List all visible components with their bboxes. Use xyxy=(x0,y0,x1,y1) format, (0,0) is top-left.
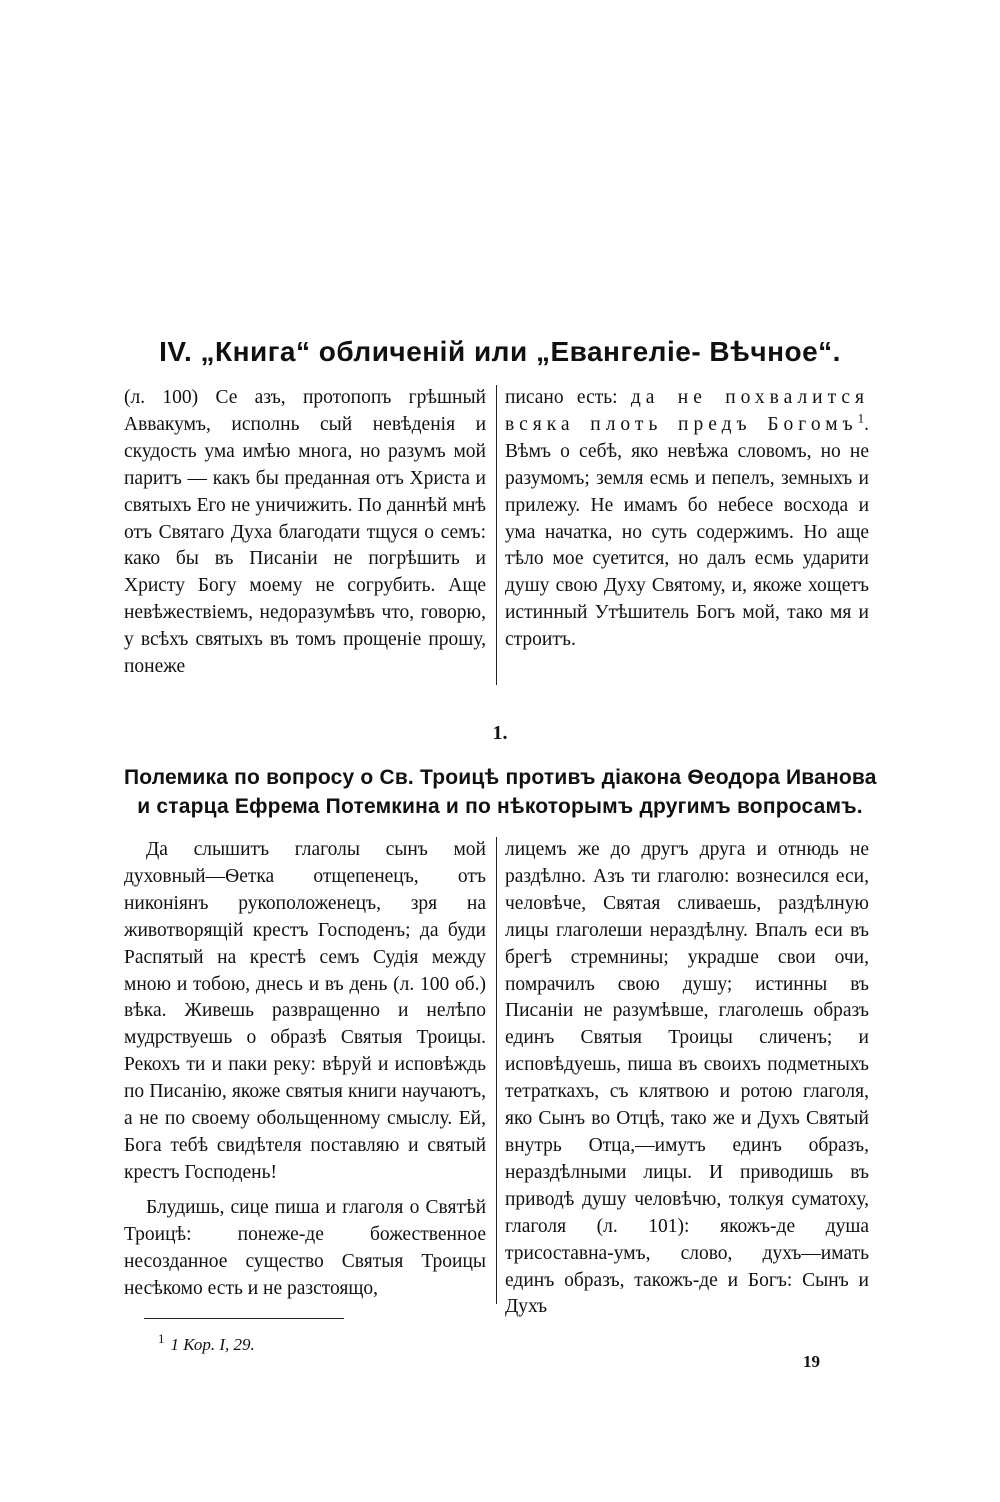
subsection-number: 1. xyxy=(492,722,508,744)
page xyxy=(124,0,876,1502)
section-title: IV. „Книга“ обличеній или „Евангеліе- Вѣчное“. xyxy=(159,336,841,367)
intro-right-rest: . Вѣмъ о себѣ, яко невѣжа словомъ, но не разумомъ; земля есмь и пепелъ, земныхъ и прилежу. Не имамъ бо небесе восхода и ума начатка, но суть содержимъ. Но аще тѣло мое суетится, но далъ есмь ударити душу свою Духу Святому, и, якоже хощетъ истинный Утѣшитель Богъ мой, тако мя и строитъ. xyxy=(505,413,869,651)
body-right-paragraph: лицемъ же до другъ друга и отнюдь не раздѣлно. Азъ ти глаголю: вознесился еси, человѣче, Святая сливаешь, раздѣлную лицы глаголеши нераздѣлну. Впалъ еси въ брегѣ стремнины; украдше свои очи, помрачилъ свою душу; истинны въ Писаніи не разумѣвше, глаголешь образъ единъ Святыя Троицы сличенъ; и исповѣдуешь, пиша въ своихъ подметныхъ тетраткахъ, съ клятвою и ротою глаголя, яко Сынъ во Отцѣ, тако же и Духъ Святый внутрь Отца,—имутъ единъ образъ, нераздѣлными лицы. И приводишь въ приводѣ душу человѣчю, толкуя суматоху, глаголя (л. 101): якожъ-де душа трисоставна-умъ, слово, духъ—имать единъ образъ, такожъ-де и Богъ: Сынъ и Духъ xyxy=(505,839,869,1318)
intro-right-paragraph xyxy=(505,385,869,654)
subsection-heading xyxy=(124,763,876,821)
page-number: 19 xyxy=(803,1352,820,1371)
intro-columns xyxy=(124,385,876,685)
subsection-heading-line1: Полемика по вопросу о Св. Троицѣ противъ діакона Ѳеодора Иванова xyxy=(124,766,877,789)
footnote-ref: 1 xyxy=(857,410,865,426)
body-right-column xyxy=(497,837,869,1318)
body-columns xyxy=(124,837,876,1318)
body-left-paragraph-2: Блудишь, сице пиша и глаголя о Святѣй Троицѣ: понеже-де божественное несозданное существо Святыя Троицы несѣкомо есть и не разстоящо, xyxy=(124,1196,486,1299)
scripture-quote: да не похвалится всяка плоть предъ Богомъ xyxy=(505,387,869,435)
intro-left-column xyxy=(124,385,496,685)
footnote-rule xyxy=(144,1318,344,1319)
footnote xyxy=(158,1331,255,1355)
subsection-heading-line2: и старца Ефрема Потемкина и по нѣкоторымъ другимъ вопросамъ. xyxy=(137,795,863,818)
body-left-paragraph-1: Да слышитъ глаголы сынъ мой духовный—Ѳетка отщепенецъ, отъ никоніянъ рукоположенецъ, зря на животворящій крестъ Господенъ; да буди Распятый на крестѣ семъ Судія между мною и тобою, днесь и въ день (л. 100 об.) вѣка. Живешь развращенно и нелѣпо мудрствуешь о образѣ Святыя Троицы. Рекохъ ти и паки реку: вѣруй и исповѣждь по Писанію, якоже святыя книги научаютъ, а не по своему обольщенному смыслу. Ей, Бога тебѣ свидѣтеля поставляю и святый крестъ Господень! xyxy=(124,839,486,1183)
footnote-text: 1 Кор. I, 29. xyxy=(170,1335,255,1354)
intro-right-lead: писано есть: xyxy=(505,387,618,408)
body-left-column xyxy=(124,837,496,1304)
footnote-number: 1 xyxy=(158,1331,165,1347)
intro-right-column xyxy=(497,385,869,685)
intro-left-paragraph: (л. 100) Се азъ, протопопъ грѣшный Аввакумъ, исполнь сый невѣденія и скудость ума имѣю многа, но разумъ мой паритъ — какъ бы преданная отъ Христа и святыхъ Его не уничижить. По даннѣй мнѣ отъ Святаго Духа благодати тщуся о семъ: како бы въ Писаніи не погрѣшить и Христу Богу моему не согрубить. Аще невѣжествіемъ, недоразумѣвъ что, говорю, у всѣхъ святыхъ въ томъ прощеніе прошу, понеже xyxy=(124,387,486,678)
